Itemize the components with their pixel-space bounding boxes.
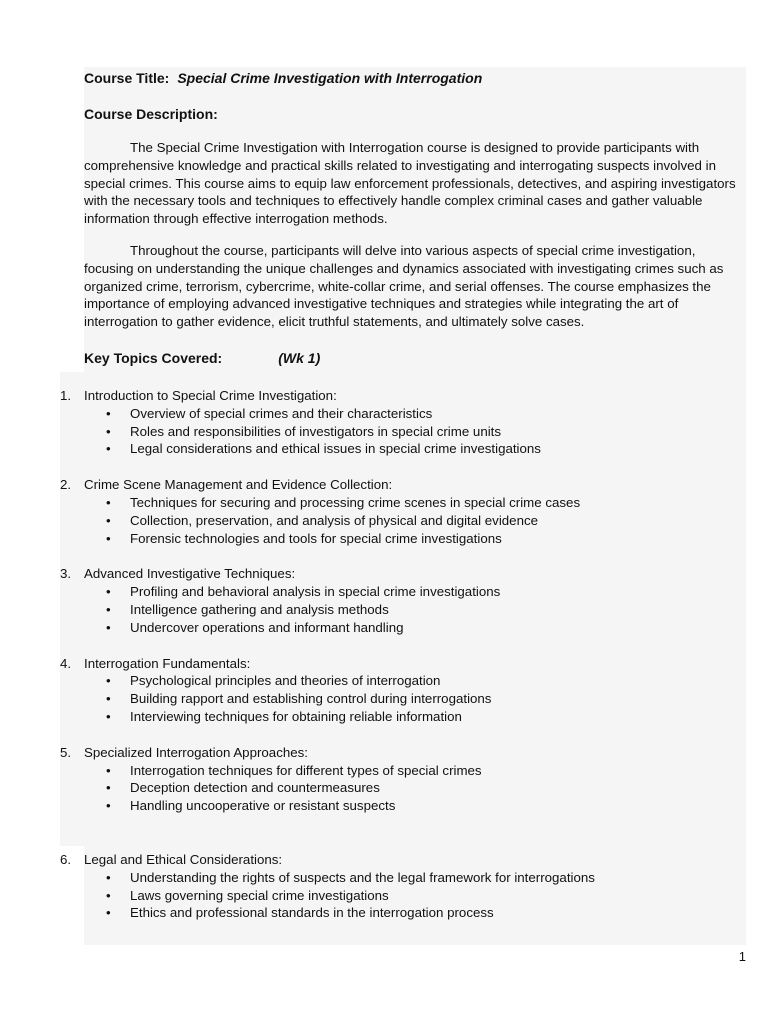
list-item: • Forensic technologies and tools for special crime investigations: [84, 530, 744, 548]
list-item: • Interrogation techniques for different types of special crimes: [84, 762, 744, 780]
description-paragraph-2: Throughout the course, participants will delve into various aspects of special crime investigation, focusing on understanding the unique challenges and dynamics associated with investigating crimes such as organized crime, terrorism, cybercrime, white-collar crime, and serial offenses. The course emphasizes the importance of employing advanced investigative techniques and strategies while integrating the art of interrogation to gather evidence, elicit truthful statements, and ultimately solve cases.: [84, 242, 724, 330]
topic-title: Advanced Investigative Techniques:: [84, 566, 296, 582]
list-item: • Legal considerations and ethical issues in special crime investigations: [84, 440, 744, 458]
topic-number: 4.: [60, 655, 72, 671]
course-title-value: Special Crime Investigation with Interrogation: [177, 70, 483, 86]
list-item: • Overview of special crimes and their characteristics: [84, 405, 744, 423]
description-paragraph-1: The Special Crime Investigation with Interrogation course is designed to provide participants with comprehensive knowledge and practical skills related to investigating and interrogating suspects involved in special crimes. This course aims to equip law enforcement professionals, detectives, and aspiring investigators with the necessary tools and techniques to effectively handle complex criminal cases and gather valuable information through effective interrogation methods.: [84, 140, 736, 227]
list-item: • Deception detection and countermeasures: [84, 779, 744, 797]
list-item: • Understanding the rights of suspects and the legal framework for interrogations: [84, 869, 744, 887]
topic-bullet-list: [84, 494, 744, 547]
course-title-label: Course Title:: [84, 70, 170, 86]
key-topics-heading: [84, 347, 744, 369]
topic-bullet-list: [84, 583, 744, 636]
list-item: • Undercover operations and informant handling: [84, 619, 744, 637]
topic-number: 6.: [60, 851, 72, 867]
key-topics-label: Key Topics Covered:: [84, 349, 223, 366]
document-body: [60, 67, 744, 922]
topic-section-4: [60, 655, 744, 726]
topic-section-5: [60, 744, 744, 815]
topic-section-1: [60, 387, 744, 458]
topic-number: 2.: [60, 477, 72, 493]
list-item: • Psychological principles and theories of interrogation: [84, 672, 744, 690]
list-item: • Ethics and professional standards in the interrogation process: [84, 904, 744, 922]
topic-bullet-list: [84, 672, 744, 725]
topic-section-3: [60, 565, 744, 636]
week-label: (Wk 1): [278, 349, 321, 366]
topic-title: Legal and Ethical Considerations:: [84, 851, 283, 867]
list-item: • Techniques for securing and processing crime scenes in special crime cases: [84, 494, 744, 512]
topic-number: 3.: [60, 566, 72, 582]
list-item: • Building rapport and establishing control during interrogations: [84, 690, 744, 708]
page-number: 1: [738, 949, 746, 964]
topic-bullet-list: [84, 762, 744, 815]
topic-section-2: [60, 476, 744, 547]
list-item: • Intelligence gathering and analysis methods: [84, 601, 744, 619]
topic-title: Crime Scene Management and Evidence Collection:: [84, 477, 393, 493]
shaded-background-list: [60, 372, 84, 846]
topic-title: Interrogation Fundamentals:: [84, 655, 251, 671]
list-item: • Handling uncooperative or resistant suspects: [84, 797, 744, 815]
course-title-line: [84, 67, 744, 89]
topic-section-6: [60, 851, 744, 922]
topic-bullet-list: [84, 405, 744, 458]
list-item: • Interviewing techniques for obtaining reliable information: [84, 708, 744, 726]
topic-title: Specialized Interrogation Approaches:: [84, 744, 308, 760]
topic-number: 5.: [60, 744, 72, 760]
topic-title: Introduction to Special Crime Investigation:: [84, 387, 337, 403]
topic-number: 1.: [60, 387, 72, 403]
list-item: • Profiling and behavioral analysis in special crime investigations: [84, 583, 744, 601]
topic-bullet-list: [84, 869, 744, 922]
list-item: • Roles and responsibilities of investigators in special crime units: [84, 423, 744, 441]
course-description-heading: Course Description:: [84, 106, 218, 122]
list-item: • Laws governing special crime investigations: [84, 887, 744, 905]
list-item: • Collection, preservation, and analysis of physical and digital evidence: [84, 512, 744, 530]
